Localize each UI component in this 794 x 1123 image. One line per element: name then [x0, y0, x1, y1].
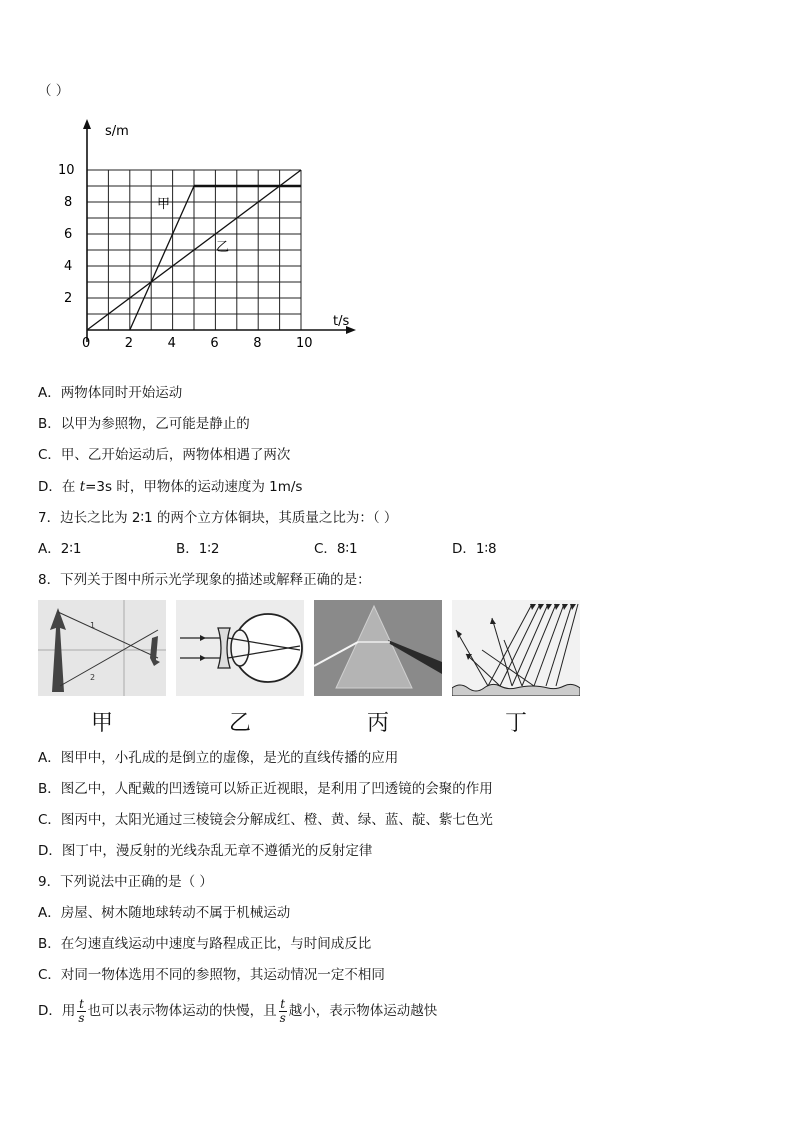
series-label-jia: 甲 [157, 197, 171, 212]
y-axis-arrow [83, 119, 91, 129]
figure-label-bing: 丙 [367, 711, 390, 736]
q6-option-d-pre: D．在 [38, 479, 80, 495]
q6-option-d [38, 478, 302, 496]
q7-stem: 7．边长之比为 2∶1 的两个立方体铜块，其质量之比为：（ ） [38, 510, 398, 526]
q8-stem: 8．下列关于图中所示光学现象的描述或解释正确的是： [38, 572, 371, 588]
s-t-graph [50, 115, 370, 355]
series-label-yi: 乙 [216, 240, 230, 255]
answer-parentheses: （ ） [38, 83, 70, 99]
figure-label-yi: 乙 [229, 711, 252, 736]
figure-bing-prism [314, 600, 442, 696]
fraction-t-over-s-2: $\frac{t}{s}$ [279, 996, 286, 1025]
y-axis-label: s/m [105, 124, 129, 139]
q6-option-d-t: t [79, 479, 86, 495]
figure-label-jia: 甲 [91, 711, 114, 736]
svg-text:1: 1 [90, 621, 96, 630]
q6-option-a: A．两物体同时开始运动 [38, 385, 183, 401]
q9-option-d [38, 996, 437, 1026]
y-tick-label: 2 [64, 291, 73, 306]
y-tick-label: 4 [64, 259, 73, 274]
x-tick-label: 8 [253, 336, 262, 351]
q8-option-c: C．图丙中，太阳光通过三棱镜会分解成红、橙、黄、绿、蓝、靛、紫七色光 [38, 812, 493, 828]
svg-text:2: 2 [90, 673, 96, 682]
figure-jia-pinhole [38, 600, 166, 696]
q7-option-b: B．1∶2 [176, 541, 220, 557]
q8-option-d: D．图丁中，漫反射的光线杂乱无章不遵循光的反射定律 [38, 843, 373, 859]
y-tick-label: 8 [64, 195, 73, 210]
q9-option-d-post: 越小，表示物体运动越快 [288, 1003, 438, 1019]
q8-option-b: B．图乙中，人配戴的凹透镜可以矫正近视眼，是利用了凹透镜的会聚的作用 [38, 781, 493, 797]
q9-option-d-pre: D．用 [38, 1003, 76, 1019]
q6-option-c: C．甲、乙开始运动后，两物体相遇了两次 [38, 447, 291, 463]
figure-ding-diffuse-reflection [452, 600, 580, 696]
q6-option-d-post: =3s 时，甲物体的运动速度为 1m/s [85, 479, 303, 495]
x-tick-label: 2 [124, 336, 134, 351]
q9-stem: 9．下列说法中正确的是（ ） [38, 874, 213, 890]
x-axis-label: t/s [333, 314, 350, 329]
fraction-t-over-s: $\frac{t}{s}$ [78, 996, 85, 1025]
x-tick-label: 6 [210, 336, 219, 351]
q8-option-a: A．图甲中，小孔成的是倒立的虚像，是光的直线传播的应用 [38, 750, 399, 766]
q9-option-a: A．房屋、树木随地球转动不属于机械运动 [38, 905, 291, 921]
x-tick-label: 10 [296, 336, 313, 351]
q9-option-c: C．对同一物体选用不同的参照物，其运动情况一定不相同 [38, 967, 385, 983]
y-tick-label: 6 [64, 227, 73, 242]
q7-option-a: A．2∶1 [38, 541, 82, 557]
q7-option-d: D．1∶8 [452, 541, 497, 557]
figure-label-ding: 丁 [505, 711, 528, 736]
y-tick-label: 10 [58, 163, 75, 178]
q9-option-b: B．在匀速直线运动中速度与路程成正比，与时间成反比 [38, 936, 372, 952]
x-tick-label: 4 [167, 336, 176, 351]
q6-option-b: B．以甲为参照物，乙可能是静止的 [38, 416, 250, 432]
q9-option-d-mid: 也可以表示物体运动的快慢，且 [87, 1003, 277, 1019]
q7-option-c: C．8∶1 [314, 541, 358, 557]
x-tick-label: 0 [82, 336, 91, 351]
figure-yi-eye-lens [176, 600, 304, 696]
